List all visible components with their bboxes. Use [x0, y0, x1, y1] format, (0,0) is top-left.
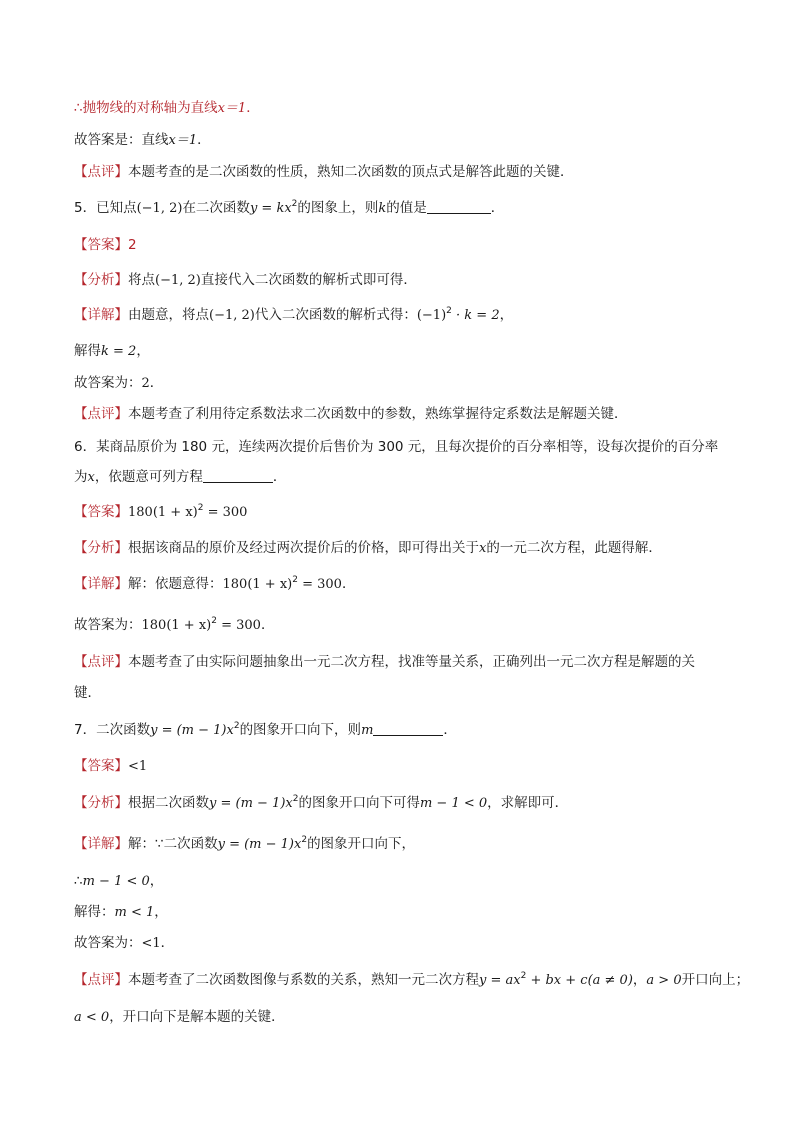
q6-review-line2: 键． [74, 685, 101, 701]
review-tag: 【点评】 [74, 972, 128, 988]
analysis-tag: 【分析】 [74, 272, 128, 288]
q7-final: 故答案为：<1． [74, 935, 175, 951]
analysis-tag: 【分析】 [74, 540, 128, 556]
detail-tag: 【详解】 [74, 836, 128, 852]
q7-analysis: 【分析】根据二次函数$y = (m - 1)x^2$的图象开口向下可得m − 1 < 0，求解即可． [74, 794, 569, 811]
q5-question: 5．已知点(−1, 2)在二次函数$y = kx^2$的图象上，则k的值是 ． [74, 199, 505, 216]
q5-answer: 【答案】2 [74, 237, 137, 253]
q5-final: 故答案为：2． [74, 375, 164, 391]
q7-review-line1: 【点评】本题考查了二次函数图像与系数的关系，熟知一元二次方程$y = ax^2$ + bx + c(a ≠ 0)，a > 0开口向上； [74, 971, 750, 988]
review-tag: 【点评】 [74, 164, 128, 180]
detail-tag: 【详解】 [74, 576, 128, 592]
q7-solve: 解得：m < 1， [74, 904, 168, 920]
q5-review: 【点评】本题考查了利用待定系数法求二次函数中的参数，熟练掌握待定系数法是解题关键． [74, 406, 628, 422]
q6-analysis: 【分析】根据该商品的原价及经过两次提价后的价格，即可得出关于x的一元二次方程，此题得解． [74, 540, 662, 556]
analysis-tag: 【分析】 [74, 795, 128, 811]
p4-review: 【点评】本题考查的是二次函数的性质，熟知二次函数的顶点式是解答此题的关键． [74, 164, 574, 180]
p4-conclusion: ∴抛物线的对称轴为直线x＝1． [74, 100, 260, 116]
review-tag: 【点评】 [74, 654, 128, 670]
q7-question: 7．二次函数$y = (m - 1)x^2$的图象开口向下，则m ． [74, 721, 457, 738]
q6-answer: 【答案】$180(1 + x)^2 = 300$ [74, 503, 248, 520]
q6-review-line1: 【点评】本题考查了由实际问题抽象出一元二次方程，找准等量关系，正确列出一元二次方程是解题的关 [74, 654, 695, 670]
answer-blank [373, 721, 443, 736]
q7-answer: 【答案】<1 [74, 758, 148, 774]
q5-detail: 【详解】由题意，将点(−1, 2)代入二次函数的解析式得：$(-1)^2 \cdot k = 2$， [74, 306, 514, 323]
q7-therefore: ∴m − 1 < 0， [74, 873, 164, 889]
answer-blank [203, 468, 273, 483]
q7-detail: 【详解】解：∵二次函数$y = (m - 1)x^2$的图象开口向下， [74, 835, 416, 852]
review-tag: 【点评】 [74, 406, 128, 422]
answer-tag: 【答案】 [74, 504, 128, 520]
q5-solve: 解得k = 2， [74, 343, 150, 359]
q5-analysis: 【分析】将点(−1, 2)直接代入二次函数的解析式即可得． [74, 272, 417, 288]
q6-question-line2: 为x，依题意可列方程 ． [74, 469, 287, 485]
q6-final: 故答案为：$180(1 + x)^2 = 300$． [74, 616, 275, 633]
p4-answer: 故答案是：直线x＝1． [74, 132, 211, 148]
answer-tag: 【答案】 [74, 758, 128, 774]
answer-tag: 【答案】 [74, 237, 128, 253]
q6-question-line1: 6．某商品原价为 180 元，连续两次提价后售价为 300 元，且每次提价的百分率相等，设每次提价的百分率 [74, 439, 719, 455]
q6-detail: 【详解】解：依题意得：$180(1 + x)^2 = 300$． [74, 575, 356, 592]
answer-blank [427, 199, 491, 214]
q7-review-line2: a < 0，开口向下是解本题的关键． [74, 1009, 285, 1025]
detail-tag: 【详解】 [74, 307, 128, 323]
